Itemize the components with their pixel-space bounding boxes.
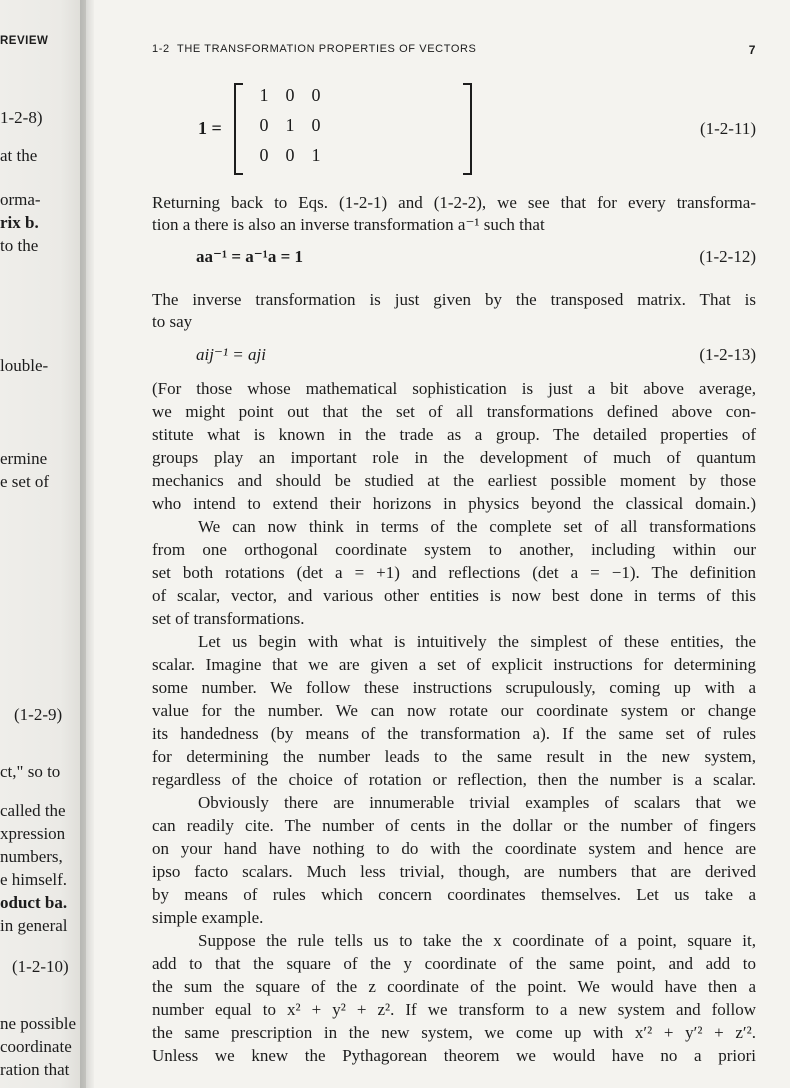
page-number: 7 [748,43,756,57]
equation-number: (1-2-12) [699,247,756,266]
matrix-row [246,115,464,145]
left-running-head: REVIEW [0,35,49,47]
paragraph-line: add to that the square of the y coordinate of the same point, and add to [152,954,756,973]
paragraph-line: ipso facto scalars. Much less trivial, though, are numbers that are derived [152,862,756,881]
equation-expression: aij⁻¹ = aji [196,345,266,364]
left-fragment: ration that [0,1060,70,1079]
left-fragment: louble- [0,356,49,375]
text-line: The inverse transformation is just given by the transposed matrix. That is [152,290,756,309]
matrix-lhs: 1 = [198,118,222,138]
equation-1-2-11 [152,83,756,175]
paragraph-line: (For those whose mathematical sophistication is just a bit above average, [152,379,756,398]
equation-expression: aa⁻¹ = a⁻¹a = 1 [196,247,304,266]
paragraph-line: who intend to extend their horizons in physics beyond the classical domain.) [152,494,756,513]
paragraph-line: by means of rules which concern coordinates themselves. Let us take a [152,885,756,904]
paragraph-line: simple example. [152,908,264,927]
equation-number: (1-2-13) [699,345,756,364]
paragraph-line: the same prescription in the new system, we come up with x′² + y′² + z′². [152,1023,756,1042]
paragraph-line: groups play an important role in the development of much of quantum [152,448,756,467]
paragraph-line: of scalar, vector, and various other entities is now best done in terms of this [152,586,756,605]
matrix-cell: 0 [259,115,269,135]
left-fragment: numbers, [0,847,63,866]
running-head [152,43,756,55]
left-fragment: (1-2-10) [12,957,69,976]
paragraph-line: Unless we knew the Pythagorean theorem we would have no a priori [152,1046,756,1065]
paragraph-line: we might point out that the set of all transformations defined above con- [152,402,756,421]
left-fragment: oduct ba. [0,893,68,912]
section-title: THE TRANSFORMATION PROPERTIES OF VECTORS [177,43,477,55]
paragraph-line: its handedness (by means of the transformation a). If the same set of rules [152,724,756,743]
equation-1-2-13 [152,345,756,369]
text-line: Returning back to Eqs. (1-2-1) and (1-2-2), we see that for every transforma- [152,193,756,212]
paragraph-line: Suppose the rule tells us to take the x coordinate of a point, square it, [198,931,756,950]
matrix-cell: 0 [285,85,295,105]
left-fragment: ct," so to [0,762,61,781]
paragraph-line: regardless of the choice of rotation or reflection, then the number is a scalar. [152,770,756,789]
paragraph-line: Let us begin with what is intuitively the simplest of these entities, the [198,632,756,651]
left-fragment: e himself. [0,870,68,889]
matrix-cell: 0 [311,85,321,105]
paragraph-line: some number. We follow these instructions scrupulously, coming up with a [152,678,756,697]
left-fragment: in general [0,916,68,935]
left-fragment: rix b. [0,213,39,232]
text-line: to say [152,312,193,331]
paragraph-line: on your hand have nothing to do with the coordinate system and hence are [152,839,756,858]
paragraph-line: scalar. Imagine that we are given a set of explicit instructions for determining [152,655,756,674]
paragraph-line: number equal to x² + y² + z². If we transform to a new system and follow [152,1000,756,1019]
left-bracket [234,83,243,175]
paragraph-line: set both rotations (det a = +1) and reflections (det a = −1). The definition [152,563,756,582]
book-gutter [80,0,94,1088]
right-bracket [463,83,472,175]
left-fragment: e set of [0,472,50,491]
matrix-cell: 1 [311,145,321,165]
left-fragment: orma- [0,190,41,209]
matrix-row [246,85,464,115]
matrix-cell: 1 [259,85,269,105]
paragraph-line: Obviously there are innumerable trivial examples of scalars that we [198,793,756,812]
section-number: 1-2 [152,43,170,55]
paragraph-line: value for the number. We can now rotate our coordinate system or change [152,701,756,720]
matrix-row [246,145,464,175]
paragraph-line: mechanics and should be studied at the earliest possible moment by those [152,471,756,490]
identity-matrix [234,83,472,173]
left-fragment: ermine [0,449,48,468]
paragraph-line: for determining the number leads to the same result in the new system, [152,747,756,766]
left-fragment: xpression [0,824,66,843]
paragraph-line: can readily cite. The number of cents in the dollar or the number of fingers [152,816,756,835]
equation-1-2-12 [152,247,756,271]
left-fragment: ne possible [0,1014,77,1033]
paragraph-line: the sum the square of the z coordinate of the point. We would have then a [152,977,756,996]
left-fragment: to the [0,236,39,255]
left-page-fragment [0,0,86,1088]
matrix-cell: 0 [259,145,269,165]
left-fragment: at the [0,146,38,165]
left-fragment: coordinate [0,1037,72,1056]
left-fragment: 1-2-8) [0,108,43,127]
left-fragment: called the [0,801,66,820]
equation-number: (1-2-11) [699,119,756,138]
matrix-cell: 1 [285,115,295,135]
matrix-cell: 0 [311,115,321,135]
paragraph-line: set of transformations. [152,609,305,628]
left-fragment: (1-2-9) [14,705,63,724]
paragraph-line: stitute what is known in the trade as a group. The detailed properties of [152,425,756,444]
paragraph-line: from one orthogonal coordinate system to another, including within our [152,540,756,559]
text-line: tion a there is also an inverse transformation a⁻¹ such that [152,215,545,234]
matrix-cell: 0 [285,145,295,165]
paragraph-line: We can now think in terms of the complete set of all transformations [198,517,756,536]
